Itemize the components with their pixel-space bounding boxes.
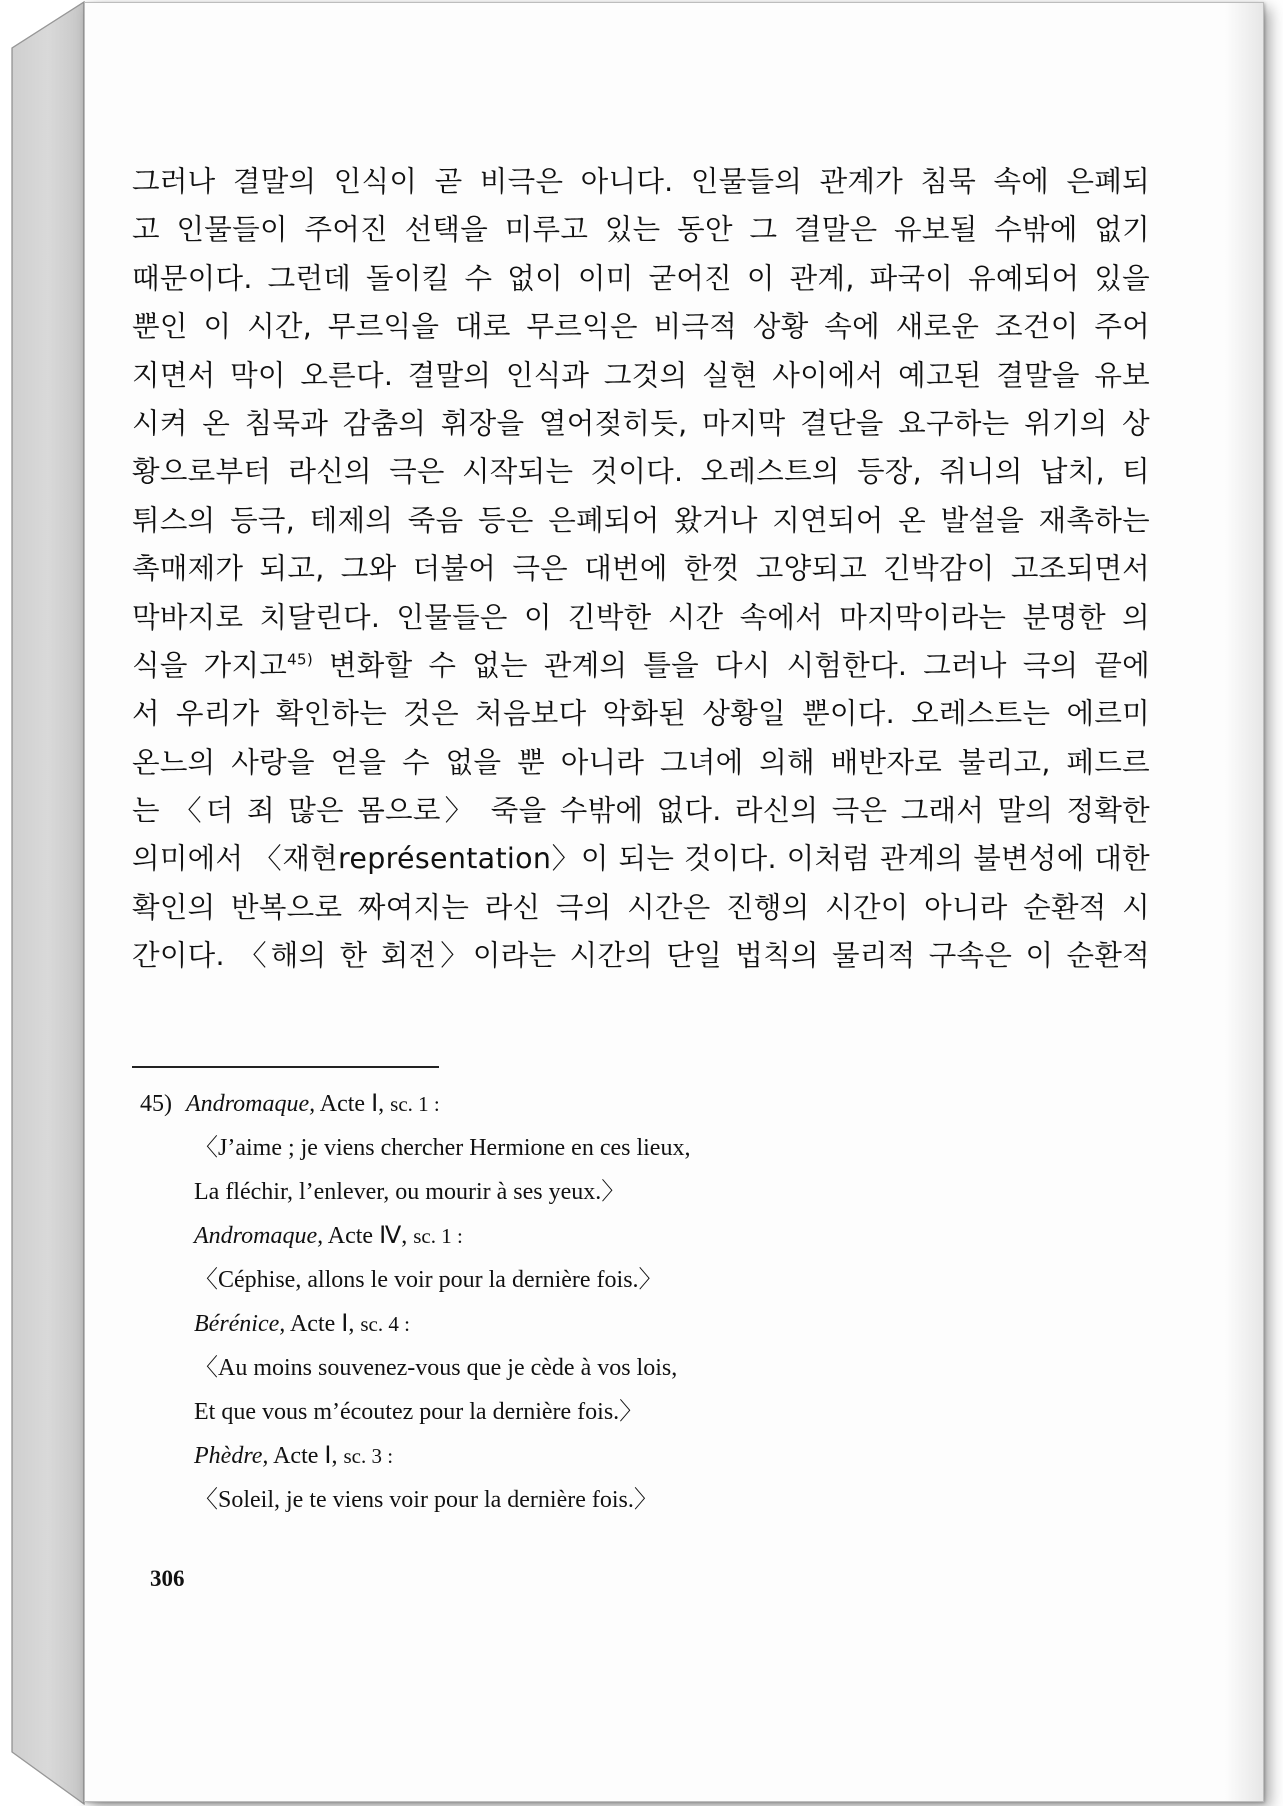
body-text [132,158,1150,981]
page-edge-shade [1225,3,1263,1801]
play-title: Phèdre, [194,1443,269,1469]
body-line-8: 튀스의 등극, 테제의 죽음 등은 은폐되어 왔거나 지연되어 온 발설을 재촉하는 [132,503,1150,537]
footnote-citation [140,1434,1040,1478]
body-line-5: 지면서 막이 오른다. 결말의 인식과 그것의 실현 사이에서 예고된 결말을 유보 [132,358,1150,392]
body-line-9: 촉매제가 되고, 그와 더불어 극은 대번에 한껏 고양되고 긴박감이 고조되면서 [132,552,1150,586]
body-line-11-rest: 변화할 수 없는 관계의 틀을 다시 시험한다. 그러나 극의 끝에 [312,648,1151,682]
scene-label: sc. 1 : [413,1224,463,1248]
body-line-6: 시켜 온 침묵과 감춤의 휘장을 열어젖히듯, 마지막 결단을 요구하는 위기의 상 [132,406,1150,440]
footnote-reference[interactable]: 45) [287,650,313,669]
body-line-11 [132,642,1150,690]
play-title: Andromaque, [194,1223,324,1249]
body-line-11-start: 식을 가지고 [132,648,288,682]
footnote-quote: Et que vous m’écoutez pour la dernière fois.〉 [194,1399,644,1425]
scene-label: sc. 3 : [343,1444,394,1468]
footnote-quote: 〈Céphise, allons le voir pour la dernière fois.〉 [194,1267,663,1293]
footnote-citation [140,1214,1040,1258]
body-line-15: 의미에서 〈재현représentation〉이 되는 것이다. 이처럼 관계의 불변성에 대한 [132,842,1150,876]
act-label: Acte Ⅳ, [323,1223,414,1249]
act-label: Acte Ⅰ, [268,1443,344,1469]
footnote-quote: 〈J’aime ; je viens chercher Hermione en ces lieux, [194,1135,691,1161]
body-line-17: 간이다. 〈해의 한 회전〉이라는 시간의 단일 법칙의 물리적 구속은 이 순환적 [132,939,1150,973]
act-label: Acte Ⅰ, [315,1091,391,1117]
body-line-13: 온느의 사랑을 얻을 수 없을 뿐 아니라 그녀에 의해 배반자로 불리고, 페드르 [132,745,1150,779]
footnote-quote: 〈Au moins souvenez-vous que je cède à vos lois, [194,1355,678,1381]
body-line-2: 고 인물들이 주어진 선택을 미루고 있는 동안 그 결말은 유보될 수밖에 없기 [132,213,1150,247]
book-spine [0,0,86,1806]
footnote-citation [140,1302,1040,1346]
page-number: 306 [150,1566,185,1591]
body-line-1: 그러나 결말의 인식이 곧 비극은 아니다. 인물들의 관계가 침묵 속에 은폐되 [132,165,1150,198]
body-line-16: 확인의 반복으로 짜여지는 라신 극의 시간은 진행의 시간이 아니라 순환적 시 [132,890,1150,924]
footnote-divider [132,1066,439,1068]
body-line-4: 뿐인 이 시간, 무르익을 대로 무르익은 비극적 상황 속에 새로운 조건이 주어 [132,310,1150,344]
scene-label: sc. 4 : [360,1312,410,1336]
footnote-number: 45) [140,1091,172,1117]
footnote-quote: 〈Soleil, je te viens voir pour la dernière fois.〉 [194,1487,658,1513]
footnotes [140,1082,1040,1522]
body-line-12: 서 우리가 확인하는 것은 처음보다 악화된 상황일 뿐이다. 오레스트는 에르미 [132,697,1150,731]
body-line-7: 황으로부터 라신의 극은 시작되는 것이다. 오레스트의 등장, 쥐니의 납치, 티 [132,455,1150,489]
body-line-10: 막바지로 치달린다. 인물들은 이 긴박한 시간 속에서 마지막이라는 분명한 의 [132,600,1150,634]
play-title: Andromaque, [186,1091,316,1117]
footnote-citation [140,1082,1040,1126]
act-label: Acte Ⅰ, [285,1311,361,1337]
scene-label: sc. 1 : [390,1092,440,1116]
body-line-14: 는 〈더 죄 많은 몸으로〉 죽을 수밖에 없다. 라신의 극은 그래서 말의 정확한 [132,794,1150,828]
body-line-3: 때문이다. 그런데 돌이킬 수 없이 이미 굳어진 이 관계, 파국이 유예되어 있을 [132,261,1150,295]
footnote-quote: La fléchir, l’enlever, ou mourir à ses yeux.〉 [194,1179,626,1205]
play-title: Bérénice, [194,1311,286,1337]
